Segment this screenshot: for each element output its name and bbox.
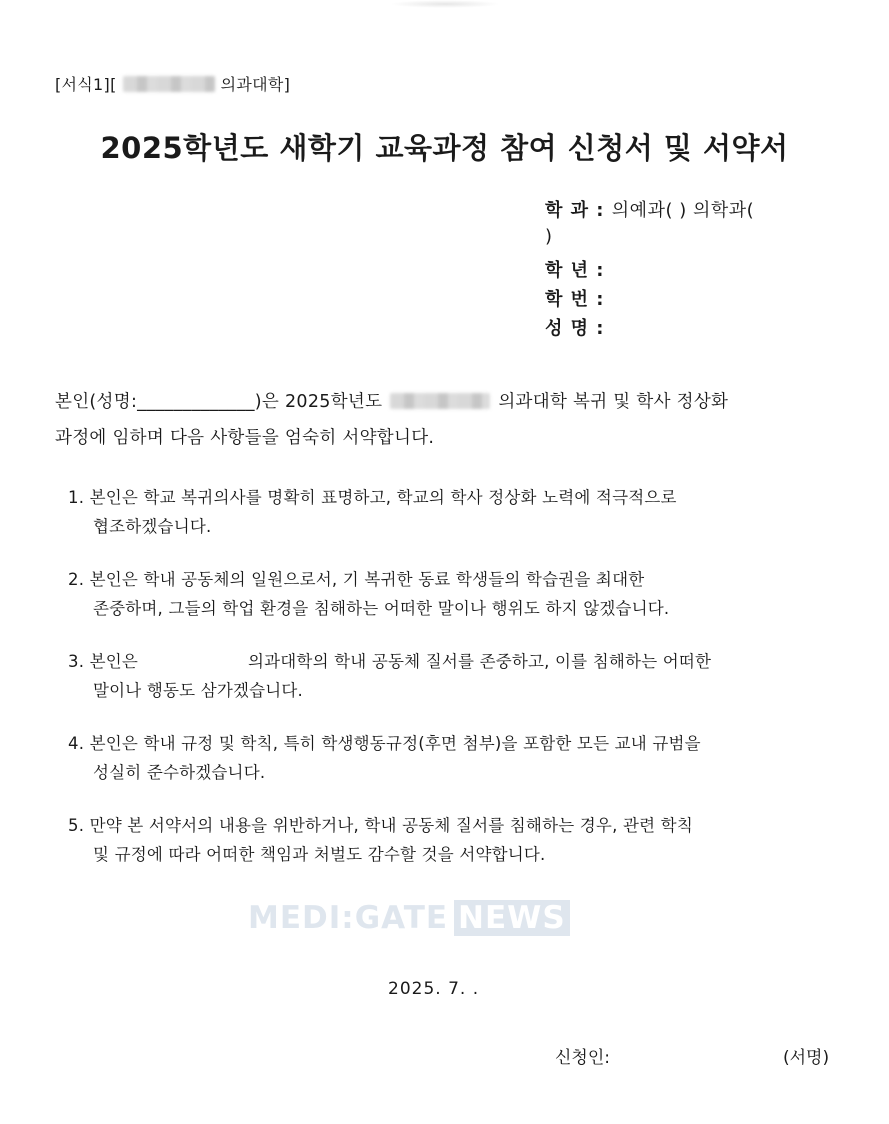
form-number [55,72,290,95]
intro-line-1-part1: 본인(성명:_____________)은 2025학년도 [55,392,383,412]
intro-line-2: 과정에 임하며 다음 사항들을 엄숙히 서약합니다. [55,428,435,448]
pledge-4-line-2: 성실히 준수하겠습니다. [93,763,266,782]
department-options: 의예과( ) 의학과( [611,200,755,221]
pledge-1-line-2: 협조하겠습니다. [93,517,212,536]
redacted-university-name [123,76,215,92]
pledge-4-line-1: 4. 본인은 학내 규정 및 학칙, 특히 학생행동규정(후면 첨부)을 포함한 모든 교내 규범을 [68,734,701,753]
intro-line-1-part2: 의과대학 복귀 및 학사 정상화 [498,392,729,412]
department-label: 학 과 : [545,200,605,221]
pledge-3-line-1-start: 3. 본인은 [68,652,139,671]
signature-label: (서명) [783,1048,830,1068]
year-label: 학 년 : [545,260,605,281]
pledge-3-line-2: 말이나 행동도 삼가겠습니다. [93,681,304,700]
pledge-2-line-2: 존중하며, 그들의 학업 환경을 침해하는 어떠한 말이나 행위도 하지 않겠습니다. [93,599,670,618]
pledge-3-line-1-end: 의과대학의 학내 공동체 질서를 존중하고, 이를 침해하는 어떠한 [248,652,712,671]
form-number-prefix: [서식1][ [55,75,117,94]
intro-line-1 [55,388,728,413]
applicant-label: 신청인: [555,1048,610,1068]
college-suffix: 의과대학] [220,75,291,94]
department-options-end: ) [545,226,553,247]
top-edge-shadow [390,0,500,8]
redacted-university-name [390,393,490,409]
pledge-5-line-2: 및 규정에 따라 어떠한 책임과 처벌도 감수할 것을 서약합니다. [93,845,546,864]
document-date: 2025. 7. . [388,979,480,999]
name-label: 성 명 : [545,318,605,339]
pledge-3-line-1 [68,648,711,672]
pledge-1-line-1: 1. 본인은 학교 복귀의사를 명확히 표명하고, 학교의 학사 정상화 노력에 적극적으로 [68,488,677,507]
pledge-5-line-1: 5. 만약 본 서약서의 내용을 위반하거나, 학내 공동체 질서를 침해하는 경우, 관련 학칙 [68,816,693,835]
department-row [545,196,754,222]
watermark-logo: MEDI:GATE NEWS [248,900,570,936]
student-id-label: 학 번 : [545,289,605,310]
pledge-2-line-1: 2. 본인은 학내 공동체의 일원으로서, 기 복귀한 동료 학생들의 학습권을 최대한 [68,570,645,589]
document-title: 2025학년도 새학기 교육과정 참여 신청서 및 서약서 [100,131,789,165]
